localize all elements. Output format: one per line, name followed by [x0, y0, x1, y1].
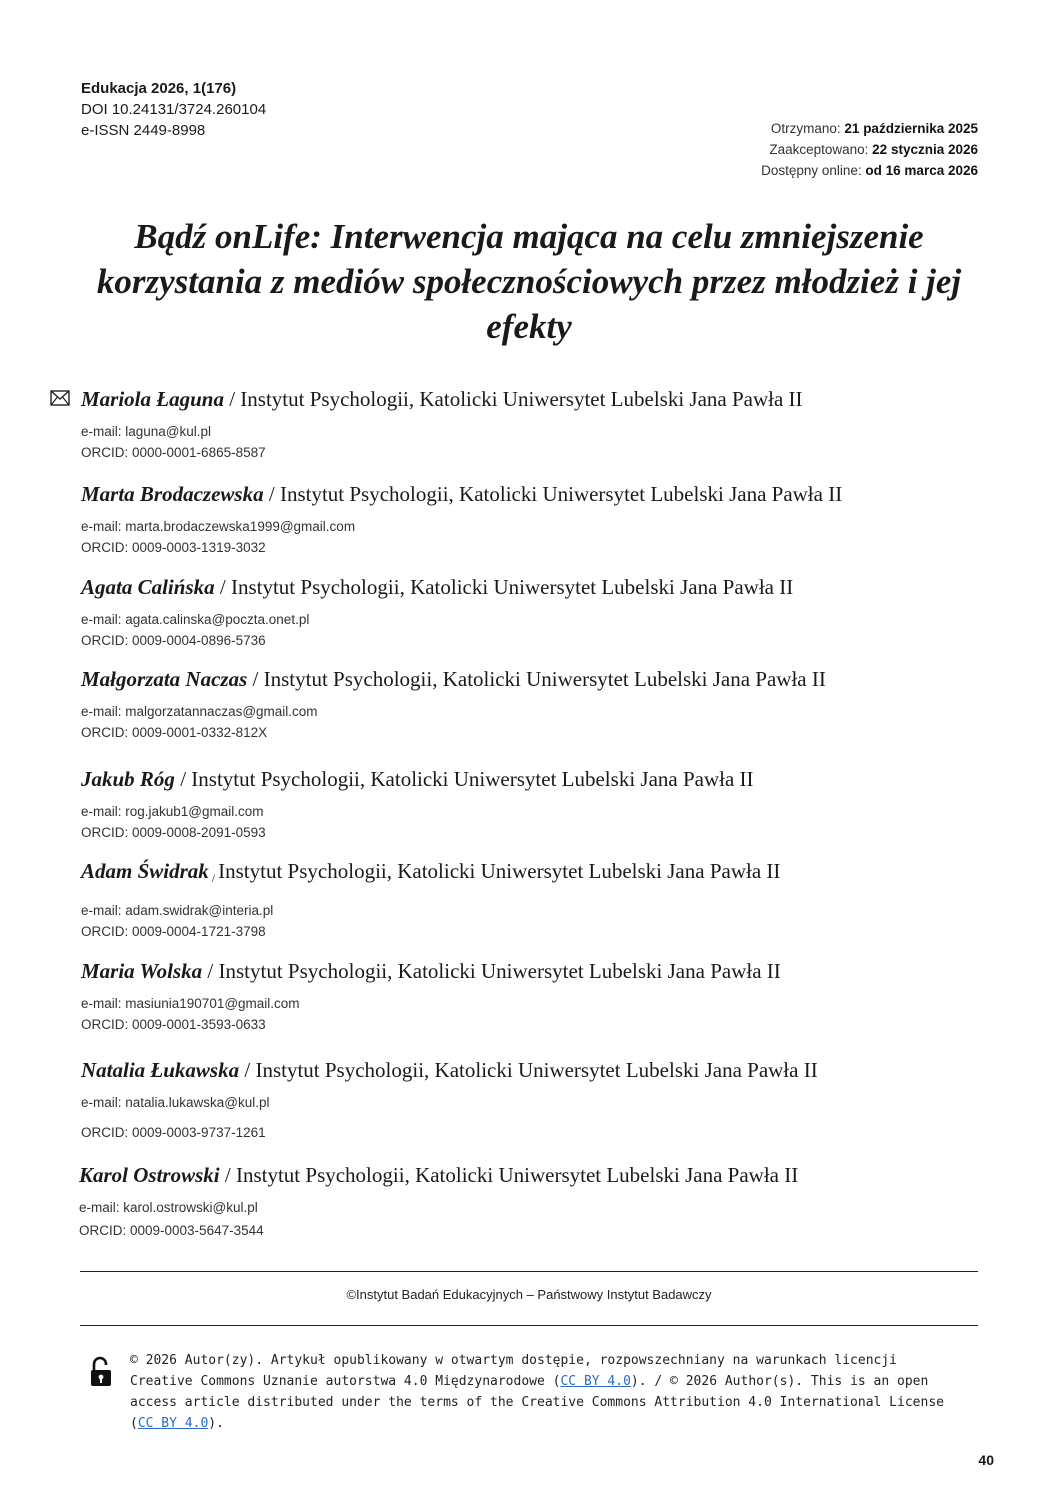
author-email[interactable]: e-mail: adam.swidrak@interia.pl [81, 903, 274, 918]
author-separator: / [174, 767, 192, 791]
author-affiliation: Instytut Psychologii, Katolicki Uniwersytet Lubelski Jana Pawła II [218, 859, 781, 883]
author-separator: / [263, 482, 280, 506]
author-name: Jakub Róg [81, 767, 175, 791]
received-value: 21 października 2025 [844, 121, 978, 136]
author-name: Mariola Łaguna [81, 387, 224, 411]
author-orcid[interactable]: ORCID: 0009-0004-1721-3798 [81, 924, 266, 939]
author-email[interactable]: e-mail: laguna@kul.pl [81, 424, 212, 439]
author-separator: / [202, 959, 219, 983]
article-dates [761, 118, 978, 181]
author-separator: / [223, 387, 241, 411]
author-email[interactable]: e-mail: malgorzatannaczas@gmail.com [81, 704, 318, 719]
author-name: Agata Calińska [81, 575, 215, 599]
author-line [81, 858, 998, 891]
author-email[interactable]: e-mail: natalia.lukawska@kul.pl [81, 1095, 270, 1110]
author-orcid[interactable]: ORCID: 0009-0008-2091-0593 [81, 825, 266, 840]
author-name: Adam Świdrak [81, 859, 209, 883]
author-orcid[interactable]: ORCID: 0009-0003-5647-3544 [79, 1223, 264, 1238]
author-separator: / [239, 1058, 256, 1082]
cc-by-link[interactable]: CC BY 4.0 [137, 1416, 209, 1431]
author-name: Małgorzata Naczas [81, 667, 248, 691]
author-block [81, 766, 998, 843]
author-affiliation: Instytut Psychologii, Katolicki Uniwersytet Lubelski Jana Pawła II [191, 767, 754, 791]
accepted-value: 22 stycznia 2026 [872, 142, 978, 157]
author-affiliation: Instytut Psychologii, Katolicki Uniwersytet Lubelski Jana Pawła II [240, 387, 803, 411]
author-name: Maria Wolska [81, 959, 203, 983]
author-block [81, 666, 998, 743]
author-name: Marta Brodaczewska [81, 482, 264, 506]
author-email[interactable]: e-mail: karol.ostrowski@kul.pl [79, 1200, 258, 1215]
author-affiliation: Instytut Psychologii, Katolicki Uniwersytet Lubelski Jana Pawła II [218, 959, 781, 983]
author-line [81, 574, 998, 600]
author-block [81, 958, 998, 1035]
author-block [81, 574, 998, 651]
copyright-notice: ©Instytut Badań Edukacyjnych – Państwowy Instytut Badawczy [346, 1287, 712, 1302]
cc-by-link[interactable]: CC BY 4.0 [560, 1374, 631, 1389]
author-orcid[interactable]: ORCID: 0009-0001-3593-0633 [81, 1017, 266, 1032]
envelope-icon [50, 390, 70, 406]
license-part: ). [208, 1416, 224, 1431]
author-line [81, 958, 998, 984]
author-email[interactable]: e-mail: marta.brodaczewska1999@gmail.com [81, 519, 356, 534]
author-line [81, 666, 998, 692]
author-line [81, 1057, 998, 1083]
author-block [81, 1057, 998, 1143]
author-block [81, 481, 998, 558]
received-date [761, 118, 978, 139]
journal-doi[interactable]: DOI 10.24131/3724.260104 [81, 101, 267, 118]
author-line [81, 766, 998, 792]
author-email[interactable]: e-mail: rog.jakub1@gmail.com [81, 804, 264, 819]
online-value: od 16 marca 2026 [865, 163, 978, 178]
license-text [130, 1350, 960, 1434]
author-orcid[interactable]: ORCID: 0009-0003-1319-3032 [81, 540, 266, 555]
author-orcid[interactable]: ORCID: 0000-0001-6865-8587 [81, 445, 266, 460]
author-separator: / [247, 667, 264, 691]
online-date [761, 160, 978, 181]
author-line [79, 1162, 998, 1188]
journal-info [81, 78, 266, 141]
online-label: Dostępny online: [761, 163, 862, 178]
author-block [81, 386, 998, 463]
received-label: Otrzymano: [770, 121, 841, 136]
journal-title: Edukacja 2026, 1(176) [81, 80, 237, 97]
author-separator: / [219, 1163, 236, 1187]
author-block [81, 858, 998, 942]
author-line [81, 481, 998, 507]
author-name: Natalia Łukawska [81, 1058, 240, 1082]
divider [80, 1325, 978, 1326]
author-orcid[interactable]: ORCID: 0009-0004-0896-5736 [81, 633, 266, 648]
author-line [81, 386, 998, 412]
author-orcid[interactable]: ORCID: 0009-0001-0332-812X [81, 725, 268, 740]
divider [80, 1271, 978, 1272]
author-separator: / [208, 871, 219, 885]
author-affiliation: Instytut Psychologii, Katolicki Uniwersytet Lubelski Jana Pawła II [279, 482, 843, 506]
author-orcid[interactable]: ORCID: 0009-0003-9737-1261 [81, 1125, 266, 1140]
article-title: Bądź onLife: Interwencja mająca na celu zmniejszenie korzystania z mediów społecznościowych przez młodzież i jej efekty [96, 217, 962, 346]
author-email[interactable]: e-mail: masiunia190701@gmail.com [81, 996, 300, 1011]
page-number: 40 [978, 1452, 994, 1468]
author-affiliation: Instytut Psychologii, Katolicki Uniwersytet Lubelski Jana Pawła II [230, 575, 794, 599]
license-part: © 2026 Autor(zy). Artykuł opublikowany w otwartym dostępie, rozpowszechniany na warunkach licencji Creative Commons Uznanie autorstwa 4.0 Międzynarodowe ( [130, 1353, 898, 1389]
accepted-label: Zaakceptowano: [769, 142, 869, 157]
license-part: ). / © 2026 Author(s). This is an open access article distributed under the terms of the Creative Commons Attribution 4.0 International License ( [130, 1374, 944, 1431]
author-name: Karol Ostrowski [79, 1163, 220, 1187]
journal-issn: e-ISSN 2449-8998 [81, 122, 206, 139]
author-affiliation: Instytut Psychologii, Katolicki Uniwersytet Lubelski Jana Pawła II [235, 1163, 799, 1187]
author-email[interactable]: e-mail: agata.calinska@poczta.onet.pl [81, 612, 310, 627]
author-separator: / [214, 575, 231, 599]
accepted-date [761, 139, 978, 160]
author-block [79, 1162, 998, 1241]
author-affiliation: Instytut Psychologii, Katolicki Uniwersytet Lubelski Jana Pawła II [263, 667, 826, 691]
open-lock-icon [90, 1356, 112, 1388]
author-affiliation: Instytut Psychologii, Katolicki Uniwersytet Lubelski Jana Pawła II [255, 1058, 818, 1082]
